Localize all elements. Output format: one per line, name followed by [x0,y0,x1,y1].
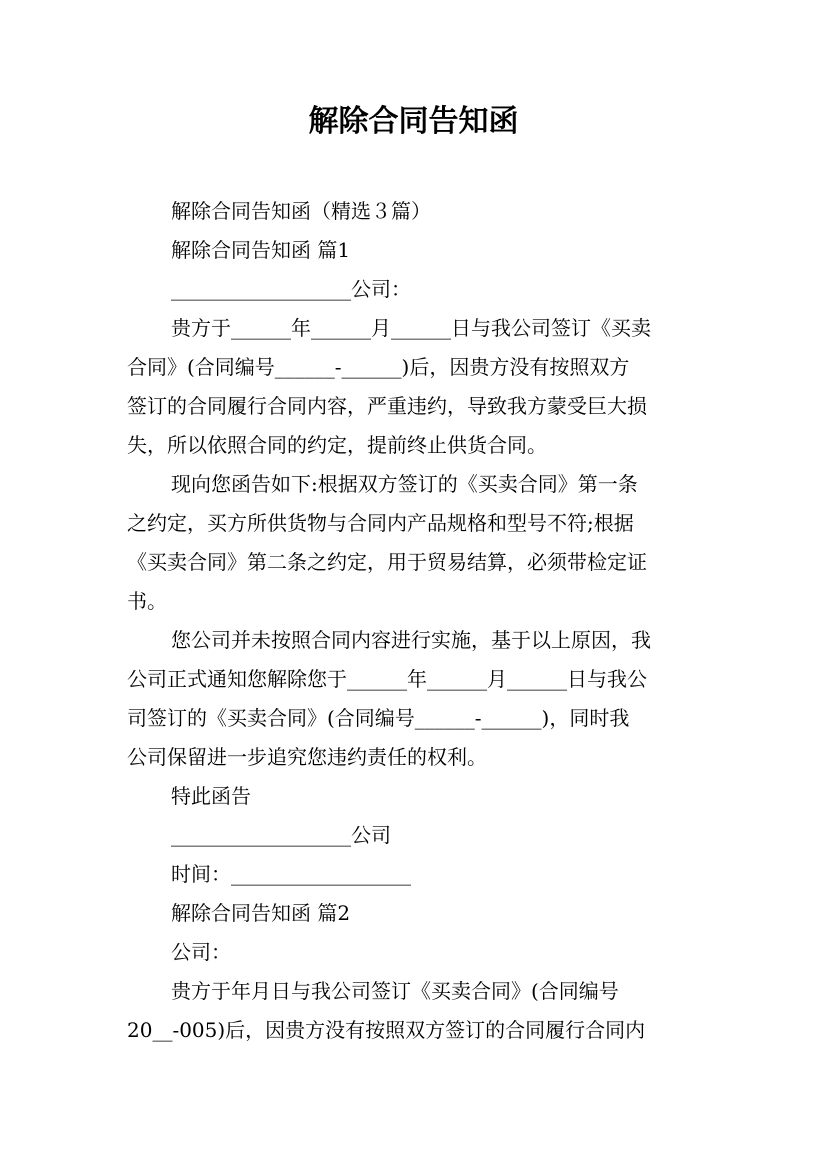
document-line: 之约定，买方所供货物与合同内产品规格和型号不符;根据 [127,511,634,535]
document-line: 现向您函告如下:根据双方签订的《买卖合同》第一条 [171,472,638,496]
document-body [127,192,703,1050]
document-line: __________________公司： [171,277,411,301]
document-line: 书。 [127,589,167,613]
document-line: 司签订的《买卖合同》(合同编号______-______)，同时我 [127,706,630,730]
document-line: 时间：__________________ [171,862,411,886]
document-line: 《买卖合同》第二条之约定，用于贸易结算，必须带检定证 [127,550,647,574]
document-line: 20__-005)后，因贵方没有按照双方签订的合同履行合同内 [127,1018,646,1042]
document-line: 特此函告 [171,784,251,808]
document-line: 您公司并未按照合同内容进行实施，基于以上原因，我 [171,628,651,652]
document-title: 解除合同告知函 [308,104,519,139]
document-line: 公司保留进一步追究您违约责任的权利。 [127,745,487,769]
document-line: 贵方于年月日与我公司签订《买卖合同》(合同编号 [171,979,619,1003]
document-line: 公司： [171,940,231,964]
document-line: 失，所以依照合同的约定，提前终止供货合同。 [127,433,547,457]
document-line: 解除合同告知函 篇2 [171,901,351,925]
document-line: 公司正式通知您解除您于______年______月______日与我公 [127,667,647,691]
document-line: 解除合同告知函 篇1 [171,238,351,262]
document-line: 贵方于______年______月______日与我公司签订《买卖 [171,316,651,340]
document-line: 解除合同告知函（精选３篇） [171,199,431,223]
document-line: 签订的合同履行合同内容，严重违约，导致我方蒙受巨大损 [127,394,647,418]
document-line: __________________公司 [171,823,391,847]
document-line: 合同》(合同编号______-______)后，因贵方没有按照双方 [127,355,630,379]
